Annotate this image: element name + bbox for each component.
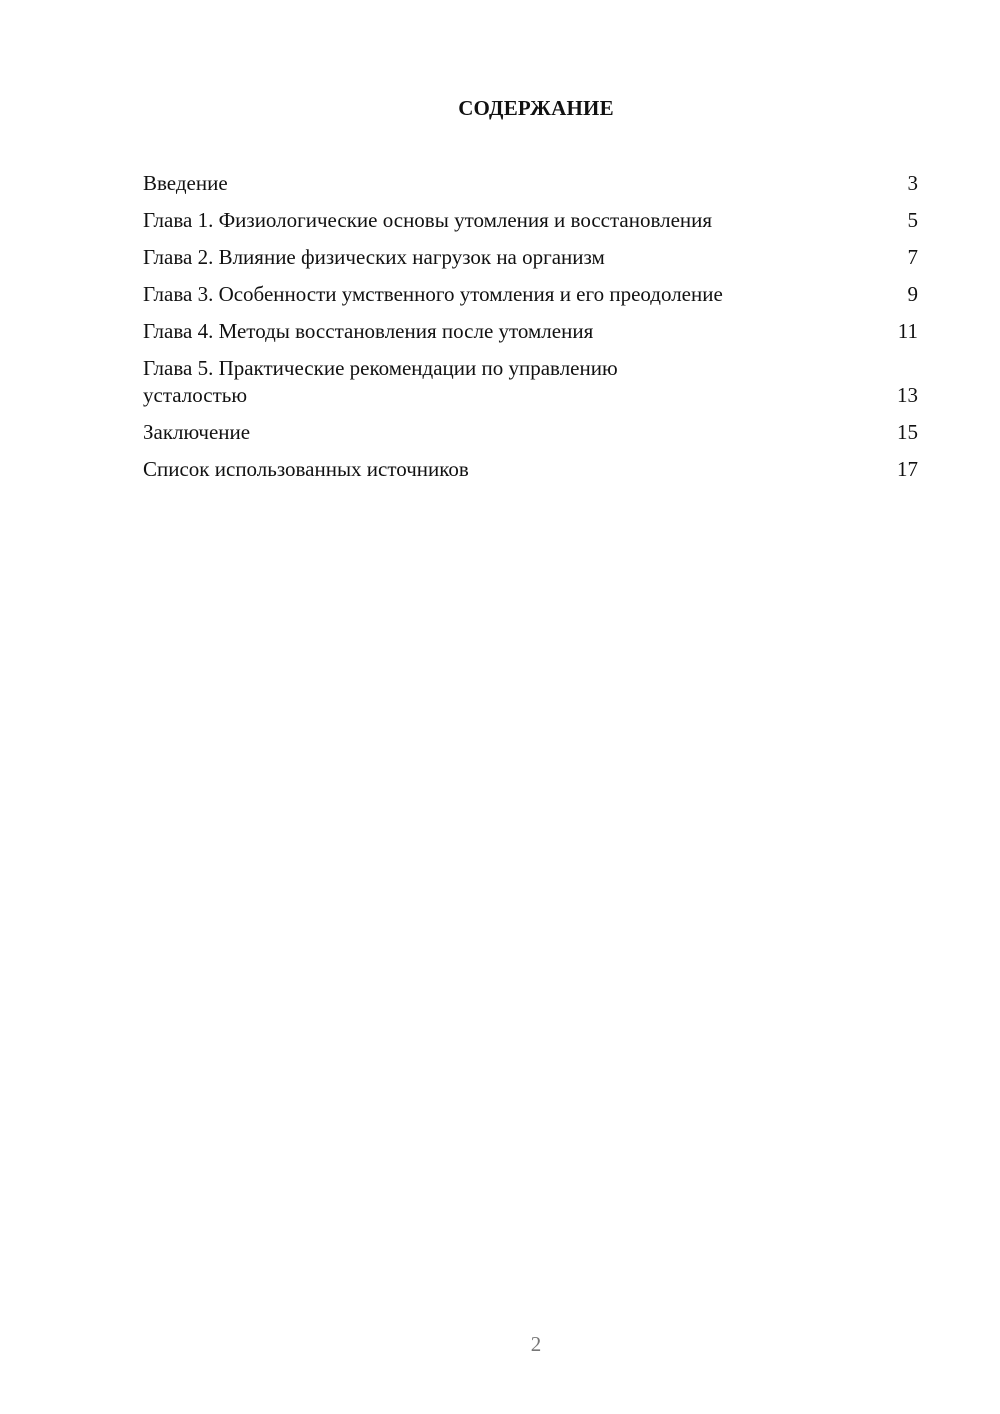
toc-entry [143, 456, 918, 483]
toc-entry-page: 11 [897, 319, 918, 343]
toc-entry-text: Глава 2. Влияние физических нагрузок на организм [143, 245, 605, 269]
toc-entry [143, 207, 918, 234]
toc-entry-page: 13 [897, 383, 918, 407]
toc-entry [143, 281, 918, 308]
page-title: СОДЕРЖАНИЕ [458, 96, 614, 120]
toc-entry-text: Введение [143, 171, 228, 195]
toc-entry-text: Глава 4. Методы восстановления после утомления [143, 319, 594, 343]
toc-entry-text: Глава 3. Особенности умственного утомления и его преодоление [143, 282, 723, 306]
toc-entry-page: 7 [907, 245, 918, 269]
toc-entry-text: Список использованных источников [143, 457, 469, 481]
toc-entry [143, 244, 918, 271]
toc-entry-text: Заключение [143, 420, 251, 444]
toc-entry-page: 15 [897, 420, 918, 444]
toc-entry-page: 5 [907, 208, 918, 232]
toc-entry [143, 419, 918, 446]
toc-entry [143, 318, 918, 345]
toc-entry-text: Глава 1. Физиологические основы утомления и восстановления [143, 208, 713, 232]
toc-entry-page: 3 [907, 171, 918, 195]
table-of-contents [143, 170, 918, 493]
toc-entry [143, 355, 918, 409]
page-number: 2 [530, 1332, 542, 1356]
toc-entry-page: 9 [907, 282, 918, 306]
toc-entry-page: 17 [897, 457, 918, 481]
toc-entry [143, 170, 918, 197]
toc-entry-text: Глава 5. Практические рекомендации по управлению усталостью [143, 356, 618, 407]
